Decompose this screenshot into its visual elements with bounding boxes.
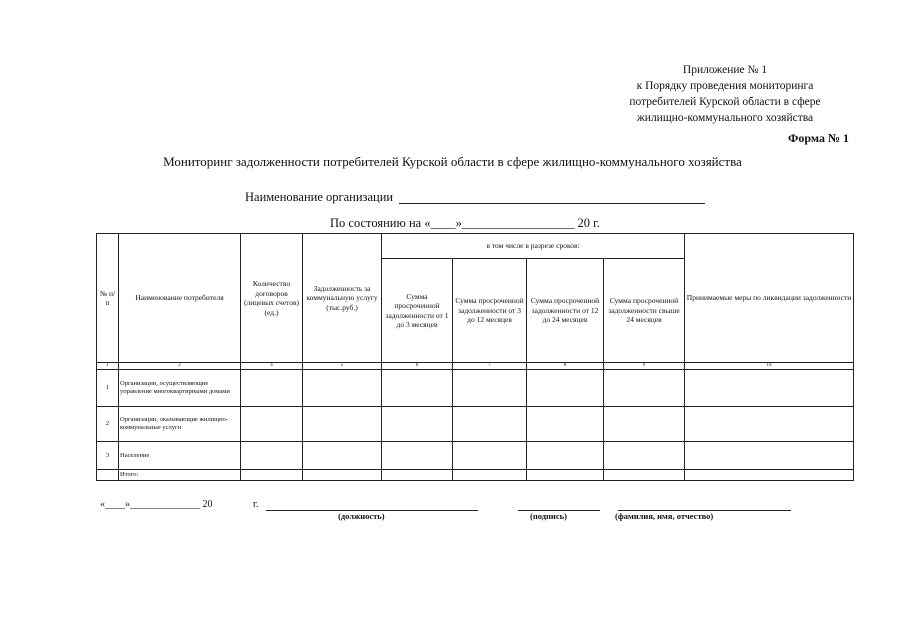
monitoring-table xyxy=(96,233,854,481)
footer-date: «____»______________ 20 xyxy=(100,499,213,510)
data-cell[interactable] xyxy=(685,407,854,442)
data-cell[interactable] xyxy=(453,407,527,442)
data-cell[interactable] xyxy=(241,370,303,407)
appendix-line: потребителей Курской области в сфере xyxy=(629,96,821,108)
data-cell[interactable] xyxy=(241,442,303,470)
table-row xyxy=(97,370,854,407)
data-cell[interactable] xyxy=(527,370,604,407)
table-row xyxy=(97,442,854,470)
header-overdue-24: Сумма просроченной задолженности свыше 24 месяцев xyxy=(604,259,685,363)
column-number: 7 xyxy=(453,363,527,370)
header-overdue-12-24: Сумма просроченной задолженности от 12 до 24 месяцев xyxy=(527,259,604,363)
appendix-block xyxy=(560,62,890,126)
data-cell[interactable] xyxy=(382,442,453,470)
column-number: 8 xyxy=(527,363,604,370)
data-cell[interactable] xyxy=(382,370,453,407)
caption-signature: (подпись) xyxy=(530,511,567,521)
column-number: 5 xyxy=(303,363,382,370)
row-number: 1 xyxy=(97,370,119,407)
header-debt: Задолженность за коммунальную услугу (тыс.руб.) xyxy=(303,234,382,363)
data-cell[interactable] xyxy=(382,470,453,481)
data-cell[interactable] xyxy=(527,407,604,442)
header-overdue-3-12: Сумма просроченной задолженности от 3 до 12 месяцев xyxy=(453,259,527,363)
data-cell[interactable] xyxy=(303,407,382,442)
row-number xyxy=(97,470,119,481)
table-row xyxy=(97,407,854,442)
footer-year-suffix: г. xyxy=(253,499,259,510)
data-cell[interactable] xyxy=(527,442,604,470)
data-cell[interactable] xyxy=(604,407,685,442)
header-consumer: Наименование потребителя xyxy=(119,234,241,363)
appendix-line: Приложение № 1 xyxy=(682,64,768,76)
total-label: Итого: xyxy=(119,470,241,481)
data-cell[interactable] xyxy=(303,370,382,407)
table-row-total xyxy=(97,470,854,481)
data-cell[interactable] xyxy=(527,470,604,481)
header-term-group: в том числе в разрезе сроков: xyxy=(382,234,685,259)
data-cell[interactable] xyxy=(453,470,527,481)
column-number: 4 xyxy=(241,363,303,370)
data-cell[interactable] xyxy=(453,442,527,470)
data-cell[interactable] xyxy=(685,370,854,407)
document-title: Мониторинг задолженности потребителей Курской области в сфере жилищно-коммунального хозяйства xyxy=(163,154,742,169)
data-cell[interactable] xyxy=(604,370,685,407)
data-cell[interactable] xyxy=(604,470,685,481)
caption-full-name: (фамилия, имя, отчество) xyxy=(615,511,714,521)
row-number: 3 xyxy=(97,442,119,470)
data-cell[interactable] xyxy=(685,442,854,470)
data-cell[interactable] xyxy=(453,370,527,407)
row-label: Организации, осуществляющие управление многоквартирными домами xyxy=(119,370,241,407)
form-number: Форма № 1 xyxy=(788,131,849,145)
header-num: № п/п xyxy=(97,234,119,363)
column-number: 6 xyxy=(382,363,453,370)
data-cell[interactable] xyxy=(685,470,854,481)
caption-position: (должность) xyxy=(338,511,385,521)
data-cell[interactable] xyxy=(382,407,453,442)
row-number: 2 xyxy=(97,407,119,442)
data-cell[interactable] xyxy=(303,442,382,470)
header-overdue-1-3: Сумма просроченной задолженности от 1 до 3 месяцев xyxy=(382,259,453,363)
appendix-line: жилищно-коммунального хозяйства xyxy=(636,112,814,124)
org-name-field[interactable] xyxy=(399,203,705,204)
column-number: 1 xyxy=(97,363,119,370)
appendix-line: к Порядку проведения мониторинга xyxy=(636,80,814,92)
row-label: Население xyxy=(119,442,241,470)
data-cell[interactable] xyxy=(241,470,303,481)
data-cell[interactable] xyxy=(303,470,382,481)
org-name-label: Наименование организации xyxy=(245,190,394,204)
column-number: 2 xyxy=(119,363,241,370)
data-cell[interactable] xyxy=(241,407,303,442)
column-number: 9 xyxy=(604,363,685,370)
header-contracts: Количество договоров (лицевых счетов) (ед.) xyxy=(241,234,303,363)
header-measures: Принимаемые меры по ликвидации задолженности xyxy=(685,234,854,363)
row-label: Организации, оказывающие жилищно-коммунальные услуги xyxy=(119,407,241,442)
column-number-row xyxy=(97,363,854,370)
data-cell[interactable] xyxy=(604,442,685,470)
column-number: 10 xyxy=(685,363,854,370)
as-of-date-line: По состоянию на «____»__________________ 20 г. xyxy=(330,216,600,230)
